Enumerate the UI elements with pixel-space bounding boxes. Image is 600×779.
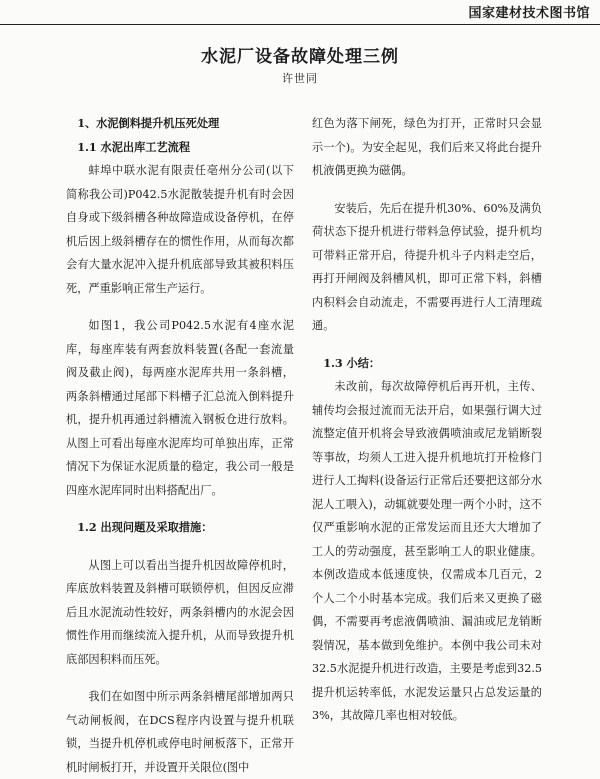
section-1-heading: 1、水泥倒料提升机压死处理 bbox=[77, 116, 220, 130]
subsection-1-3-heading: 1.3 小结： bbox=[323, 355, 381, 370]
paragraph: 未改前，每次故障停机后再开机，主传、辅传均会报过流而无法开启，如果强行调大过流整定值开机将会导致液偶喷油或尼龙销断裂等事故，均须人工进入提升机地坑打开检修门进行人工掏料(设备运行正常后还要把这部分水泥人工喂入)，动辄就要处理一两个小时，这不仅严重影响水泥的正常发运而且还大大增加了工人的劳动强度，甚至影响工人的职业健康。本例改造成本低速度快，仅需成本几百元，2个人二个小时基本完成。我们后来又更换了磁偶，不需要再考虑液偶喷油、漏油或尼龙销断裂情况，基本做到免维护。本例中我公司未对32.5水泥提升机进行改造，主要是考虑到32.5提升机运转率低，水泥发运量只占总发运量的3%，其故障几率也相对较低。 bbox=[312, 380, 542, 722]
paragraph: 蚌埠中联水泥有限责任亳州分公司(以下简称我公司)P042.5水泥散装提升机有时会因自身或下级斜槽各种故障造成设备停机，在停机后因上级斜槽存在的惯性作用，从而每次都会有大量水泥冲入提升机底部导致其被积料压死，严重影响正常生产运行。 bbox=[66, 164, 294, 295]
left-column bbox=[66, 112, 294, 779]
header-rule bbox=[0, 24, 600, 25]
page-header bbox=[0, 0, 600, 26]
paragraph: 从图上可以看出当提升机因故障停机时，库底放料装置及斜槽可联锁停机，但因反应滞后且水泥流动性较好，两条斜槽内的水泥会因惯性作用而继续流入提升机，从而导致提升机底部因积料而压死。 bbox=[66, 558, 294, 666]
paragraph: 红色为落下闸死，绿色为打开，正常时只会显示一个)。为安全起见，我们后来又将此台提升机液偶更换为磁偶。 bbox=[312, 117, 542, 177]
right-column bbox=[312, 112, 542, 728]
article-author: 许世同 bbox=[282, 72, 318, 85]
library-name: 国家建材技术图书馆 bbox=[468, 6, 590, 21]
subsection-1-2-heading: 1.2 出现问题及采取措施： bbox=[77, 520, 213, 534]
article-title: 水泥厂设备故障处理三例 bbox=[201, 47, 399, 67]
paragraph: 我们在如图中所示两条斜槽尾部增加两只气动闸板阀，在DCS程序内设置与提升机联锁，当提升机停机或停电时闸板落下，正常开机时闸板打开，并设置开关限位(图中 bbox=[66, 690, 294, 774]
paragraph: 安装后，先后在提升机30%、60%及满负荷状态下提升机进行带料急停试验，提升机均可带料正常开启，待提升机斗子内料走空后，再打开闸阀及斜槽风机，即可正常下料，斜槽内积料会自动流走，不需要再进行人工清理疏通。 bbox=[312, 201, 542, 332]
subsection-1-1-heading: 1.1 水泥出库工艺流程 bbox=[77, 139, 191, 154]
paragraph: 如图1，我公司P042.5水泥有4座水泥库，每座库装有两套放料装置(各配一套流量阀及截止阀)，每两座水泥库共用一条斜槽，两条斜槽通过尾部下料槽子汇总流入倒料提升机，提升机再通过斜槽流入钢板仓进行放料。从图上可看出每座水泥库均可单独出库，正常情况下为保证水泥质量的稳定，我公司一般是四座水泥库同时出料搭配出厂。 bbox=[66, 319, 294, 497]
